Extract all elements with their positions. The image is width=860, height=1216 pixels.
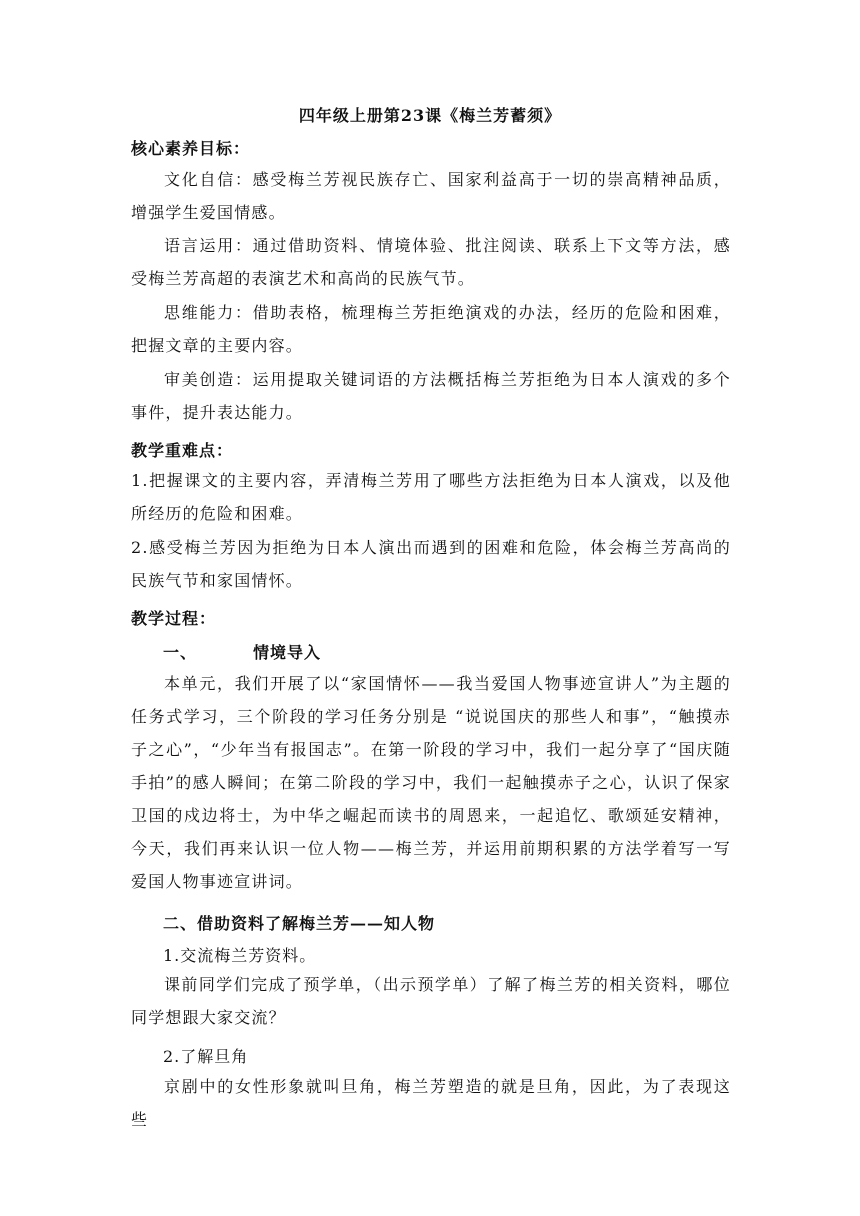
- core-goals-heading: 核心素养目标：: [131, 139, 251, 158]
- core-goal-culture: 文化自信：感受梅兰芳视民族存亡、国家利益高于一切的崇高精神品质，增强学生爱国情感。: [131, 170, 731, 222]
- section-1-heading: [163, 640, 321, 663]
- section-1-title: 情境导入: [253, 643, 322, 662]
- core-goal-thinking: 思维能力：借助表格，梳理梅兰芳拒绝演戏的办法，经历的危险和困难，把握文章的主要内容。: [131, 303, 731, 355]
- document-title: 四年级上册第23课《梅兰芳蓄须》: [298, 106, 562, 125]
- key-point-1: 1.把握课文的主要内容，弄清梅兰芳用了哪些方法拒绝为日本人演戏，以及他所经历的危险和困难。: [131, 471, 731, 523]
- step-1-body: 课前同学们完成了预学单，（出示预学单）了解了梅兰芳的相关资料，哪位同学想跟大家交流？: [131, 975, 731, 1027]
- step-1-heading: 1.交流梅兰芳资料。: [163, 946, 317, 965]
- section-1-number: 一、: [163, 643, 198, 662]
- core-goal-aesthetic: 审美创造：运用提取关键词语的方法概括梅兰芳拒绝为日本人演戏的多个事件，提升表达能力。: [131, 370, 731, 422]
- key-points-heading: 教学重难点：: [131, 441, 234, 460]
- process-heading: 教学过程：: [131, 609, 217, 628]
- core-goal-language: 语言运用：通过借助资料、情境体验、批注阅读、联系上下文等方法，感受梅兰芳高超的表演艺术和高尚的民族气节。: [131, 236, 731, 288]
- key-point-2: 2.感受梅兰芳因为拒绝为日本人演出而遇到的困难和危险，体会梅兰芳高尚的民族气节和家国情怀。: [131, 538, 731, 590]
- step-2-heading: 2.了解旦角: [163, 1047, 249, 1066]
- section-1-body: 本单元，我们开展了以“家国情怀——我当爱国人物事迹宣讲人”为主题的任务式学习，三个阶段的学习任务分别是 “说说国庆的那些人和事”，“触摸赤子之心”，“少年当有报国志”。在第一阶段的学习中，我们一起分享了“国庆随手拍”的感人瞬间；在第二阶段的学习中，我们一起触摸赤子之心，认识了保家卫国的戍边将士，为中华之崛起而读书的周恩来，一起追忆、歌颂延安精神，今天，我们再来认识一位人物——梅兰芳，并运用前期积累的方法学着写一写爱国人物事迹宣讲词。: [131, 674, 731, 891]
- section-2-heading: 二、借助资料了解梅兰芳——知人物: [163, 914, 436, 933]
- step-2-body: 京剧中的女性形象就叫旦角，梅兰芳塑造的就是旦角，因此，为了表现这些: [131, 1077, 731, 1129]
